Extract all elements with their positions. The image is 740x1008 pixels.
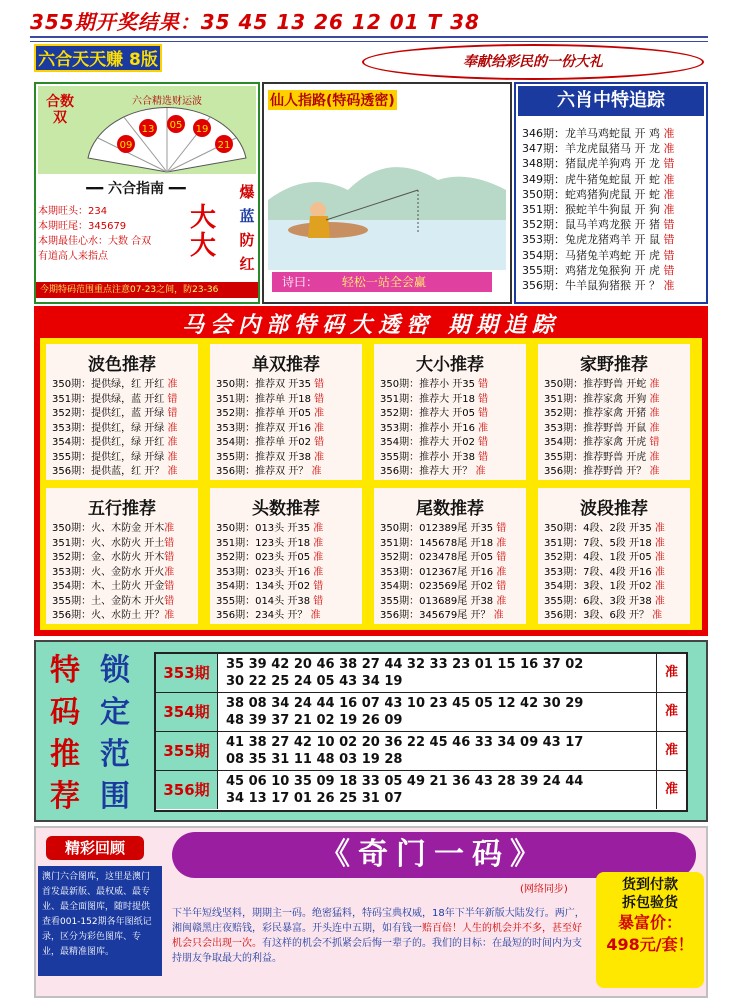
card-row: 352期：推荐家禽 开猪 准 — [544, 408, 660, 419]
card-row: 355期：提供红，绿 开绿 准 — [52, 451, 178, 463]
card-row: 352期：推荐单 开05 准 — [216, 408, 325, 419]
liuxiao-row: 352期：鼠马羊鸡龙猴 开 猪 错 — [522, 218, 675, 232]
recommend-card — [538, 488, 690, 624]
liuxiao-row: 354期：马猪兔羊鸡蛇 开 虎 错 — [522, 248, 675, 262]
liuxiao-row: 348期：猪鼠虎羊狗鸡 开 龙 错 — [522, 157, 675, 171]
fan-number: 21 — [217, 140, 231, 151]
table-row — [156, 732, 686, 771]
liuxiao-row: 353期：兔虎龙猪鸡羊 开 鼠 错 — [522, 233, 675, 247]
fan-number: 13 — [141, 124, 155, 135]
result-cell: 准 — [656, 654, 686, 692]
heshu-label: 合数双 — [46, 94, 74, 126]
card-row: 356期：345679尾 开？ 准 — [380, 610, 504, 621]
hint-bao: 爆 — [239, 183, 255, 201]
promo-paragraph: 下半年短线坚料，期期主一码。绝密猛料，特码宝典权威，18年下半年新版大陆发行。两广，湘闽赣黑庄夜赔钱，彩民暴富。开头连中五期，如有钱一赔百倍！人生的机会并不多，甚至好机会只会出现一次。有这样的机会不抓紧会后悔一辈子的。我们的目标：在最短的时间内为支持朋友争取最大的利益。 — [172, 908, 585, 964]
card-row: 350期：提供绿，红 开红 准 — [52, 379, 178, 390]
liuxiao-row: 351期：猴蛇羊牛狗鼠 开 狗 准 — [522, 203, 675, 217]
zhinan-title: ━━ 六合指南 ━━ — [86, 181, 186, 197]
card-row: 353期：023头 开16 准 — [216, 566, 324, 578]
range-tip: 今期特码范围重点注意07-23之间，防23-36 — [36, 282, 258, 298]
card-row: 350期：推荐小 开35 错 — [380, 379, 489, 390]
card-row: 354期：134头 开02 错 — [216, 581, 324, 592]
card-row: 352期：推荐大 开05 错 — [380, 408, 489, 419]
recommend-card — [210, 344, 362, 480]
card-row: 354期：023569尾 开02 错 — [380, 581, 507, 592]
wangtou-row: 本期旺头：234 — [38, 206, 108, 217]
recommend-card — [210, 488, 362, 624]
card-row: 350期：012389尾 开35 错 — [380, 523, 507, 534]
card-row: 354期：木、土防火 开金错 — [52, 581, 175, 592]
card-row: 353期：推荐小 开16 准 — [380, 422, 489, 434]
liuxiao-title: 六肖中特追踪 — [518, 86, 704, 116]
card-row: 353期：提供红，绿 开绿 准 — [52, 422, 178, 434]
gift-ribbon: 奉献给彩民的一份大礼 — [362, 44, 704, 80]
price-label: 暴富价： — [617, 913, 682, 932]
card-row: 353期：012367尾 开16 准 — [380, 566, 507, 578]
liuxiao-row: 347期：羊龙虎鼠猪马 开 龙 准 — [522, 142, 675, 156]
zhinan-rows — [38, 204, 151, 264]
card-title: 家野推荐 — [580, 355, 648, 375]
hint-lan: 蓝 — [239, 207, 255, 225]
wangwei-row: 本期旺尾：345679 — [38, 221, 127, 232]
card-row: 350期：火、木防金 开木准 — [52, 523, 175, 534]
period-cell: 354期 — [156, 693, 218, 731]
card-row: 356期：推荐双 开？ 准 — [216, 466, 322, 477]
poem-label: 诗曰： — [282, 275, 319, 289]
card-row: 351期：提供绿，蓝 开红 错 — [52, 393, 178, 405]
tema-left-label — [42, 650, 88, 818]
big-char — [190, 204, 218, 260]
recommend-card — [46, 488, 198, 624]
liuxiao-row: 356期：牛羊鼠狗猪猴 开 ？ 准 — [522, 279, 675, 293]
card-row: 352期：金、水防火 开木错 — [52, 552, 175, 563]
card-title: 五行推荐 — [88, 499, 156, 519]
mahui-title: 马会内部特码大透密 期期追踪 — [182, 313, 560, 338]
card-row: 355期：014头 开38 错 — [216, 595, 324, 607]
review-text: 澳门六合图库，这里是澳门首发最新版、最权威、最专业、最全面图库，随时提供查看001-152期各年图纸记录，区分为彩色图库、专业，最精准图库。 — [38, 866, 162, 976]
result-cell: 准 — [656, 732, 686, 770]
card-row: 351期：推荐家禽 开狗 准 — [544, 393, 660, 405]
card-row: 355期：6段、3段 开38 准 — [544, 595, 665, 607]
recommend-card — [374, 488, 526, 624]
card-title: 大小推荐 — [416, 355, 484, 375]
card-row: 351期：145678尾 开18 准 — [380, 537, 507, 549]
card-row: 355期：推荐小 开38 错 — [380, 451, 489, 463]
gaoren-row: 有道高人来指点 — [38, 251, 108, 262]
table-row — [156, 693, 686, 732]
xinshui-row: 本期最佳心水：大数 合双 — [38, 236, 152, 247]
result-cell: 准 — [656, 771, 686, 809]
fisherman-illustration — [268, 120, 506, 270]
card-title: 尾数推荐 — [416, 499, 484, 519]
fan-illustration — [78, 88, 256, 174]
card-row: 356期：推荐野兽 开？ 准 — [544, 466, 660, 477]
card-row: 353期：火、金防水 开火准 — [52, 566, 175, 578]
card-row: 350期：推荐双 开35 错 — [216, 379, 325, 390]
card-row: 354期：3段、1段 开02 准 — [544, 581, 665, 592]
numbers-cell: 41 38 27 42 10 02 20 36 22 45 46 33 34 09 43 17 08 35 31 11 48 03 19 28 — [226, 735, 584, 767]
card-title: 波色推荐 — [88, 355, 156, 375]
inspect-label: 拆包验货 — [622, 895, 678, 911]
period-cell: 353期 — [156, 654, 218, 692]
table-row — [156, 771, 686, 810]
delivery-box — [596, 872, 704, 988]
fan-number: 19 — [195, 124, 209, 135]
recommend-card — [374, 344, 526, 480]
period-cell: 355期 — [156, 732, 218, 770]
card-row: 350期：推荐野兽 开蛇 准 — [544, 379, 660, 390]
fan-title: 六合精选财运波 — [132, 96, 202, 107]
tema-char: 码 — [50, 695, 80, 730]
card-row: 354期：推荐大 开02 错 — [380, 437, 489, 448]
edition-logo: 六合天天赚 8版 — [34, 44, 162, 72]
card-row: 355期：土、金防木 开火错 — [52, 595, 175, 607]
period-cell: 356期 — [156, 771, 218, 809]
card-title: 单双推荐 — [252, 355, 320, 375]
liuxiao-row: 350期：蛇鸡猪狗虎鼠 开 蛇 准 — [522, 187, 675, 201]
tema-char: 定 — [100, 695, 130, 730]
tema-char: 特 — [50, 653, 80, 688]
card-row: 355期：013689尾 开38 准 — [380, 595, 507, 607]
card-row: 350期：4段、2段 开35 准 — [544, 523, 665, 534]
recommend-card — [46, 344, 198, 480]
card-row: 356期：推荐大 开？ 准 — [380, 466, 486, 477]
card-row: 356期：火、水防土 开？准 — [52, 610, 175, 621]
card-row: 351期：火、水防火 开土错 — [52, 537, 175, 549]
card-row: 353期：推荐双 开16 准 — [216, 422, 325, 434]
numbers-cell: 35 39 42 20 46 38 27 44 32 33 23 01 15 16 37 02 30 22 25 24 05 43 34 19 — [226, 657, 584, 689]
price-value: 498元/套！ — [606, 935, 694, 954]
card-row: 350期：013头 开35 准 — [216, 523, 324, 534]
card-row: 355期：推荐双 开38 准 — [216, 451, 325, 463]
numbers-cell: 38 08 34 24 44 16 07 43 10 23 45 05 12 42 30 29 48 39 37 21 02 19 26 09 — [226, 696, 584, 728]
sync-label: (网络同步) — [520, 884, 568, 895]
card-row: 353期：推荐野兽 开鼠 准 — [544, 422, 660, 434]
card-title: 波段推荐 — [580, 499, 648, 519]
card-row: 352期：提供红，蓝 开绿 错 — [52, 408, 178, 419]
card-row: 354期：提供红，绿 开红 准 — [52, 437, 178, 448]
tema-char: 荐 — [50, 779, 80, 814]
liuxiao-row: 346期：龙羊马鸡蛇鼠 开 鸡 准 — [522, 127, 675, 140]
card-row: 351期：7段、5段 开18 准 — [544, 537, 665, 549]
card-row: 356期：3段、6段 开？ 准 — [544, 610, 663, 621]
tema-char: 推 — [50, 737, 80, 772]
card-row: 352期：023478尾 开05 错 — [380, 552, 507, 563]
liuxiao-list — [522, 126, 675, 293]
tema-char: 围 — [100, 779, 130, 814]
card-row: 352期：023头 开05 准 — [216, 552, 324, 563]
numbers-cell: 45 06 10 35 09 18 33 05 49 21 36 43 28 39 24 44 34 13 17 01 26 25 31 07 — [226, 774, 584, 806]
result-title: 355期开奖结果：35 45 13 26 12 01 T 38 — [30, 10, 480, 34]
liuxiao-row: 349期：虎牛猪兔蛇鼠 开 蛇 准 — [522, 172, 675, 186]
cod-label: 货到付款 — [622, 877, 678, 893]
card-row: 352期：4段、1段 开05 准 — [544, 552, 665, 563]
card-title: 头数推荐 — [252, 499, 320, 519]
tema-right-label — [92, 650, 138, 818]
hint-hong: 红 — [239, 255, 255, 273]
card-row: 356期：234头 开？ 准 — [216, 610, 321, 621]
card-row: 356期：提供蓝，红 开？ 准 — [52, 466, 178, 477]
zhinan-text: 六合指南 — [108, 181, 164, 197]
card-row: 351期：推荐单 开18 错 — [216, 393, 325, 405]
review-title: 精彩回顾 — [46, 836, 144, 860]
mahui-grid — [40, 338, 702, 630]
poem-bar — [272, 272, 492, 292]
recommend-card — [538, 344, 690, 480]
card-row: 354期：推荐单 开02 错 — [216, 437, 325, 448]
xianren-title: 仙人指路(特码透密) — [268, 90, 397, 110]
poem-text: 轻松一站全会赢 — [341, 275, 426, 289]
liuxiao-row: 355期：鸡猪龙兔猴狗 开 虎 错 — [522, 263, 675, 277]
card-row: 355期：推荐野兽 开虎 准 — [544, 451, 660, 463]
card-row: 354期：推荐家禽 开虎 错 — [544, 437, 660, 448]
tema-table — [154, 652, 688, 812]
card-row: 351期：123头 开18 准 — [216, 537, 324, 549]
big-char-text: 大大 — [190, 203, 217, 261]
header-band — [30, 36, 708, 42]
card-row: 353期：7段、4段 开16 准 — [544, 566, 665, 578]
hint-fang: 防 — [239, 231, 255, 249]
qimen-banner: 《奇门一码》 — [172, 832, 696, 878]
tema-char: 锁 — [100, 653, 130, 688]
table-row — [156, 654, 686, 693]
tema-char: 范 — [100, 737, 130, 772]
vertical-hint — [236, 180, 258, 276]
result-cell: 准 — [656, 693, 686, 731]
fan-number: 09 — [119, 140, 133, 151]
fan-number: 05 — [169, 120, 183, 131]
card-row: 351期：推荐大 开18 错 — [380, 393, 489, 405]
